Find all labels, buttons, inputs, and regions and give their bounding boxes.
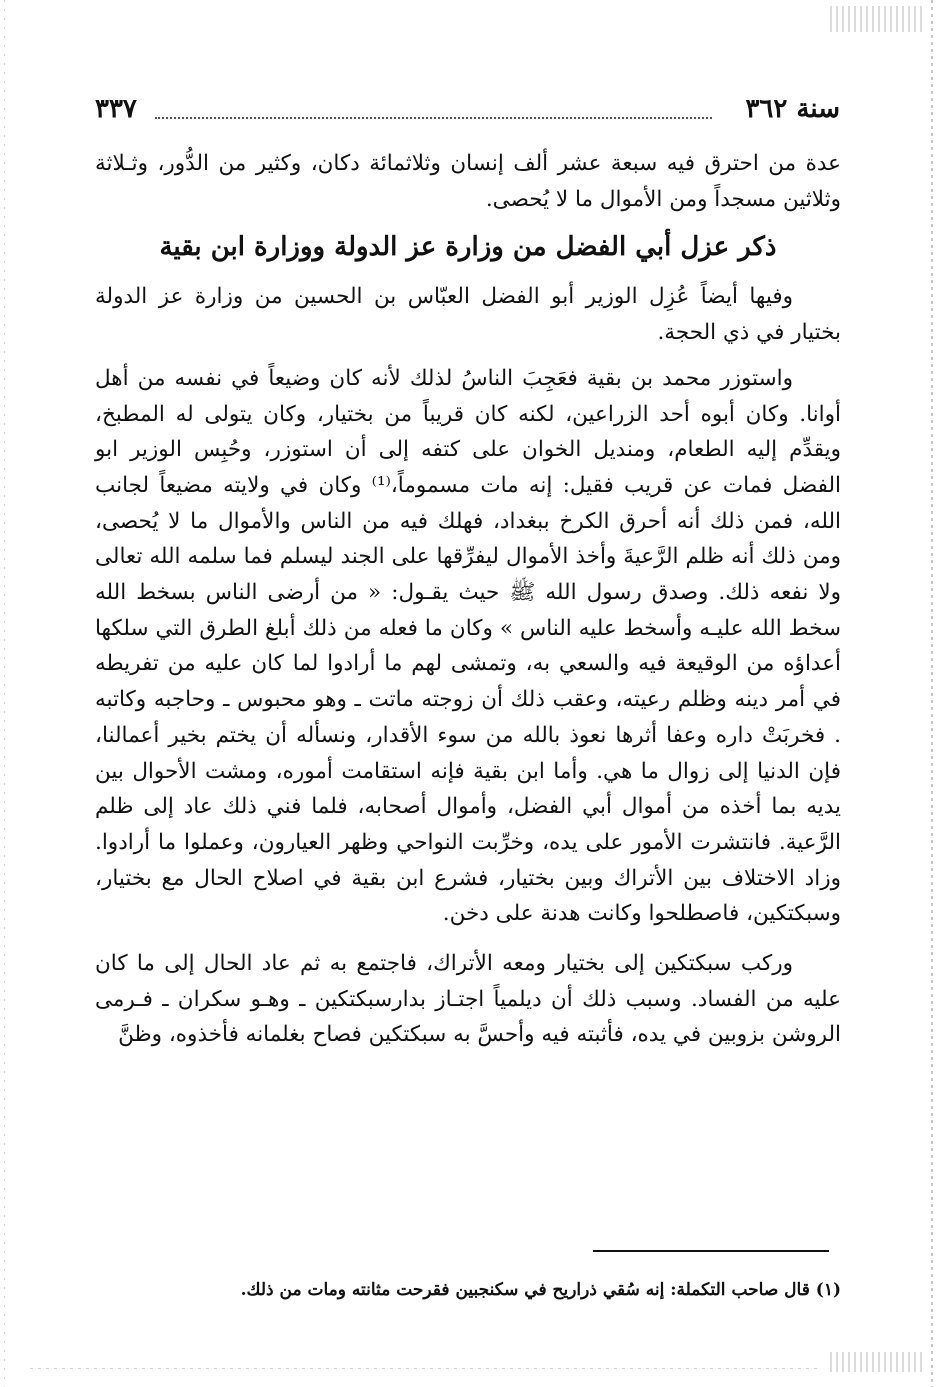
scan-artifact-line xyxy=(30,1368,819,1369)
paragraph-4: وركب سبكتكين إلى بختيار ومعه الأتراك، فاجتمع به ثم عاد الحال إلى ما كان عليه من الفساد. وسبب ذلك أن ديلمياً اجتـاز بدارسبكتكين ـ وهـو سكران ـ فـرمى الروشن بزوبين في يده، فأثبته فيه وأحسَّ به سبكتكين فصاح بغلمانه فأخذوه، وظنَّ xyxy=(95,951,841,1048)
scan-artifact-bottom xyxy=(830,1352,925,1372)
scan-edge-right xyxy=(931,0,933,1387)
paragraph-2: وفيها أيضاً عُزِل الوزير أبو الفضل العبّاس بن الحسين من وزارة عز الدولة بختيار في ذي الحجة. xyxy=(95,284,841,346)
body-text xyxy=(95,146,841,1053)
section-heading: ذكر عزل أبي الفضل من وزارة عز الدولة ووزارة ابن بقية xyxy=(159,232,777,263)
footnote: (١) قال صاحب التكملة: إنه سُقي ذراريح في سكنجبين فقرحت مثانته ومات من ذلك. xyxy=(240,1280,841,1300)
scan-artifact-top xyxy=(830,6,925,32)
footnote-separator xyxy=(593,1250,829,1252)
scan-edge-left xyxy=(4,0,5,1387)
running-header xyxy=(95,94,840,130)
paragraph-1: عدة من احترق فيه سبعة عشر ألف إنسان وثلاثمائة دكان، وكثير من الدُّور، وثـلاثة وثلاثين مسجداً ومن الأموال ما لا يُحصى. xyxy=(95,151,841,212)
header-dotted-leader xyxy=(155,117,712,119)
page-number: ٣٣٧ xyxy=(95,94,137,124)
paragraph-3: واستوزر محمد بن بقية فعَجِبَ الناسُ لذلك لأنه كان وضيعاً في نفسه من أهل أوانا. وكان أبوه أحد الزراعين، لكنه كان قريباً من بختيار، وكان يتولى له المطبخ، ويقدِّم إليه الطعام، ومنديل الخوان على كتفه إلى أن استوزر، وحُبِس الوزير ابو الفضل فمات عن قريب فقيل: إنه مات مسموماً،⁽¹⁾ وكان في ولايته مضيعاً لجانب الله، فمن ذلك أنه أحرق الكرخ ببغداد، فهلك فيه من الناس والأموال ما لا يُحصى، ومن ذلك أنه ظلم الرَّعيةَ وأخذ الأموال ليفرِّقها على الجند ليسلم فما سلمه الله تعالى ولا نفعه ذلك. وصدق رسول الله ﷺ حيث يقـول: « من أرضى الناس بسخط الله سخط الله عليـه وأسخط عليه الناس » وكان ما فعله من ذلك أبلغ الطرق التي سلكها أعداؤه من الوقيعة فيه والسعي به، وتمشى لهم ما أرادوا لما كان عليه من تفريطه في أمر دينه وظلم رعيته، وعقب ذلك أن زوجته ماتت ـ وهو محبوس ـ وحاجبه وكاتبه . فخربَتْ داره وعفا أثرها نعوذ بالله من سوء الأقدار، ونسأله أن يختم بخير أعمالنا، فإن الدنيا إلى زوال ما هي. وأما ابن بقية فإنه استقامت أموره، ومشت الأحوال بين يديه بما أخذه من أموال أبي الفضل، وأموال أصحابه، فلما فني ذلك عاد إلى ظلم الرَّعية. فانتشرت الأمور على يده، وخرِّبت النواحي وظهر العيارون، وعملوا ما أرادوا. وزاد الاختلاف بين الأتراك وبين بختيار، فشرع ابن بقية في اصلاح الحال مع بختيار، وسبكتكين، فاصطلحوا وكانت هدنة على دخن. xyxy=(95,365,841,927)
header-year: سنة ٣٦٢ xyxy=(745,94,840,124)
